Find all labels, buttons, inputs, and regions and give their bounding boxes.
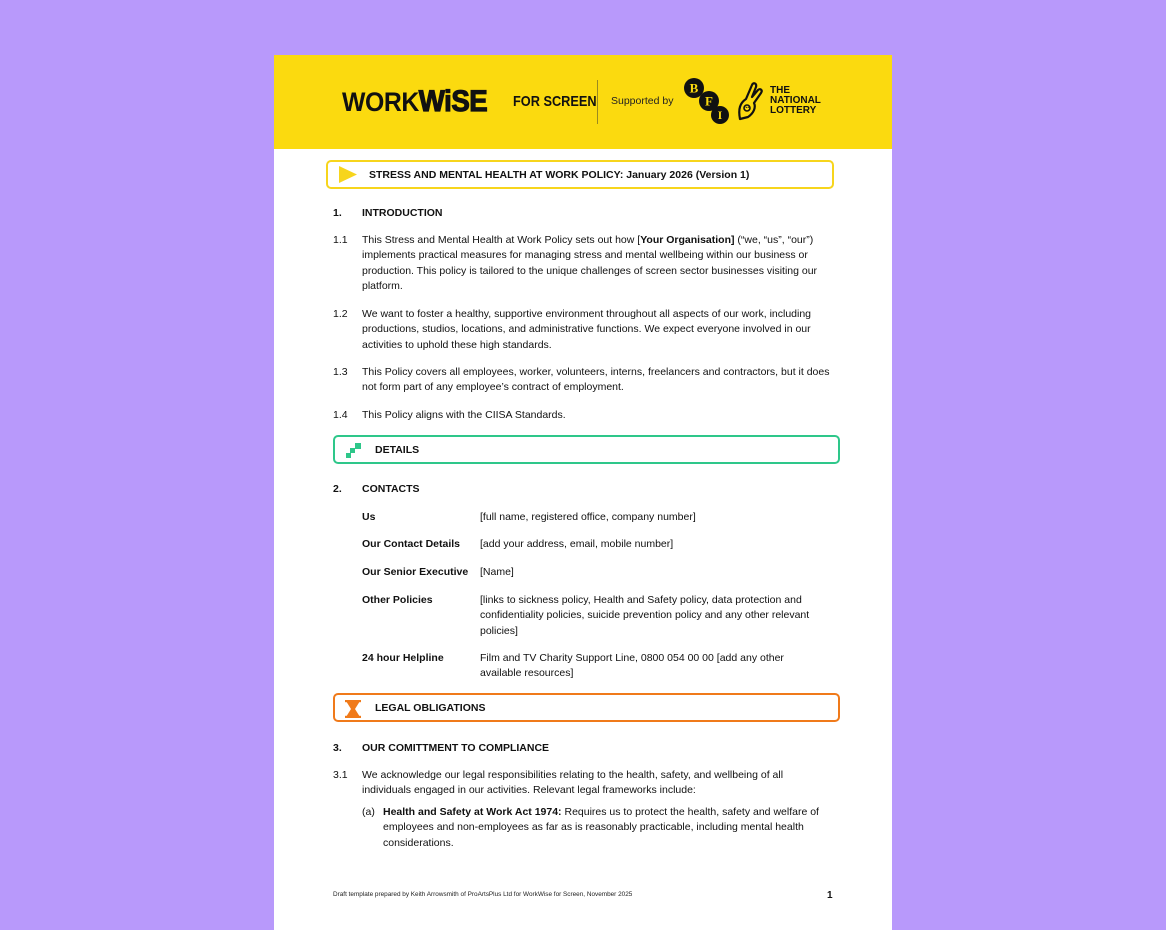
yellow-play-icon — [337, 165, 359, 184]
legal-obligations-box — [333, 693, 840, 722]
paragraph-text: We acknowledge our legal responsibilities relating to the health, safety, and wellbeing of all individuals engaged in our activities. Relevant legal frameworks include: — [362, 769, 784, 797]
section-number: 1. — [333, 207, 342, 219]
contact-value: [full name, registered office, company number] — [480, 511, 696, 523]
paragraph-text: This Stress and Mental Health at Work Policy sets out how [Your Organisation] (“we, “us”, “our”) implements practical measures for managing stress and mental wellbeing within our business or production. This policy is tailored to the unique challenges of screen sector businesses visiting our platform. — [362, 234, 818, 292]
paragraph-number: 1.3 — [333, 366, 348, 378]
page-number: 1 — [827, 890, 833, 901]
svg-text:F: F — [705, 93, 713, 109]
details-box — [333, 435, 840, 464]
contact-label: Our Senior Executive — [362, 566, 469, 578]
policy-title: STRESS AND MENTAL HEALTH AT WORK POLICY: January 2026 (Version 1) — [369, 168, 750, 181]
supported-by-label: Supported by — [611, 95, 674, 107]
crossed-fingers-icon — [734, 81, 764, 121]
paragraph-number: 1.4 — [333, 409, 348, 421]
paragraph-text: We want to foster a healthy, supportive environment throughout all aspects of our work, including productions, studios, locations, and administrative functions. We expect everyone involved in our activities to uphold these high standards. — [362, 308, 812, 351]
section-heading: OUR COMITTMENT TO COMPLIANCE — [362, 742, 550, 754]
footer-note: Draft template prepared by Keith Arrowsmith of ProArtsPlus Ltd for WorkWise for Screen, November 2025 — [333, 891, 633, 898]
paragraph-number: 1.2 — [333, 308, 348, 320]
header-banner — [274, 55, 892, 149]
policy-title-box — [326, 160, 834, 189]
sub-item-label: (a) — [362, 806, 375, 818]
contact-label: 24 hour Helpline — [362, 652, 444, 664]
contact-label: Our Contact Details — [362, 538, 461, 550]
contact-value: [Name] — [480, 566, 514, 578]
orange-hourglass-icon — [345, 700, 361, 718]
for-screen-label: FOR SCREEN — [513, 93, 597, 110]
banner-divider — [597, 80, 598, 124]
svg-text:B: B — [689, 80, 699, 96]
green-blocks-icon — [345, 442, 363, 460]
section-number: 2. — [333, 483, 342, 495]
section-heading: INTRODUCTION — [362, 207, 443, 219]
section-number: 3. — [333, 742, 342, 754]
contact-value: [links to sickness policy, Health and Safety policy, data protection and confidentiality policies, suicide prevention policy and any other relevant policies] — [480, 594, 810, 637]
paragraph-text: This Policy aligns with the CIISA Standards. — [362, 409, 566, 421]
paragraph-number: 3.1 — [333, 769, 348, 781]
paragraph-text: This Policy covers all employees, worker, volunteers, interns, freelancers and contractors, but it does not form part of any employee’s contract of employment. — [362, 366, 830, 394]
contact-label: Us — [362, 511, 376, 523]
section-heading: CONTACTS — [362, 483, 420, 495]
contact-value: [add your address, email, mobile number] — [480, 538, 674, 550]
sub-item-text: Health and Safety at Work Act 1974: Requires us to protect the health, safety and welfare of employees and non-employees as far as is reasonably practicable, including mental health considerations. — [383, 806, 819, 849]
paragraph-number: 1.1 — [333, 234, 348, 246]
legal-obligations-title: LEGAL OBLIGATIONS — [375, 701, 486, 714]
national-lottery-logo: THE NATIONAL LOTTERY — [770, 85, 821, 116]
svg-text:I: I — [717, 108, 723, 122]
contact-label: Other Policies — [362, 594, 433, 606]
bfi-logo-icon — [684, 76, 732, 124]
document-page — [274, 55, 892, 930]
details-title: DETAILS — [375, 443, 420, 456]
contact-value: Film and TV Charity Support Line, 0800 054 00 00 [add any other available resources] — [480, 652, 784, 680]
workwise-logo: WORKWiSE — [342, 85, 488, 118]
